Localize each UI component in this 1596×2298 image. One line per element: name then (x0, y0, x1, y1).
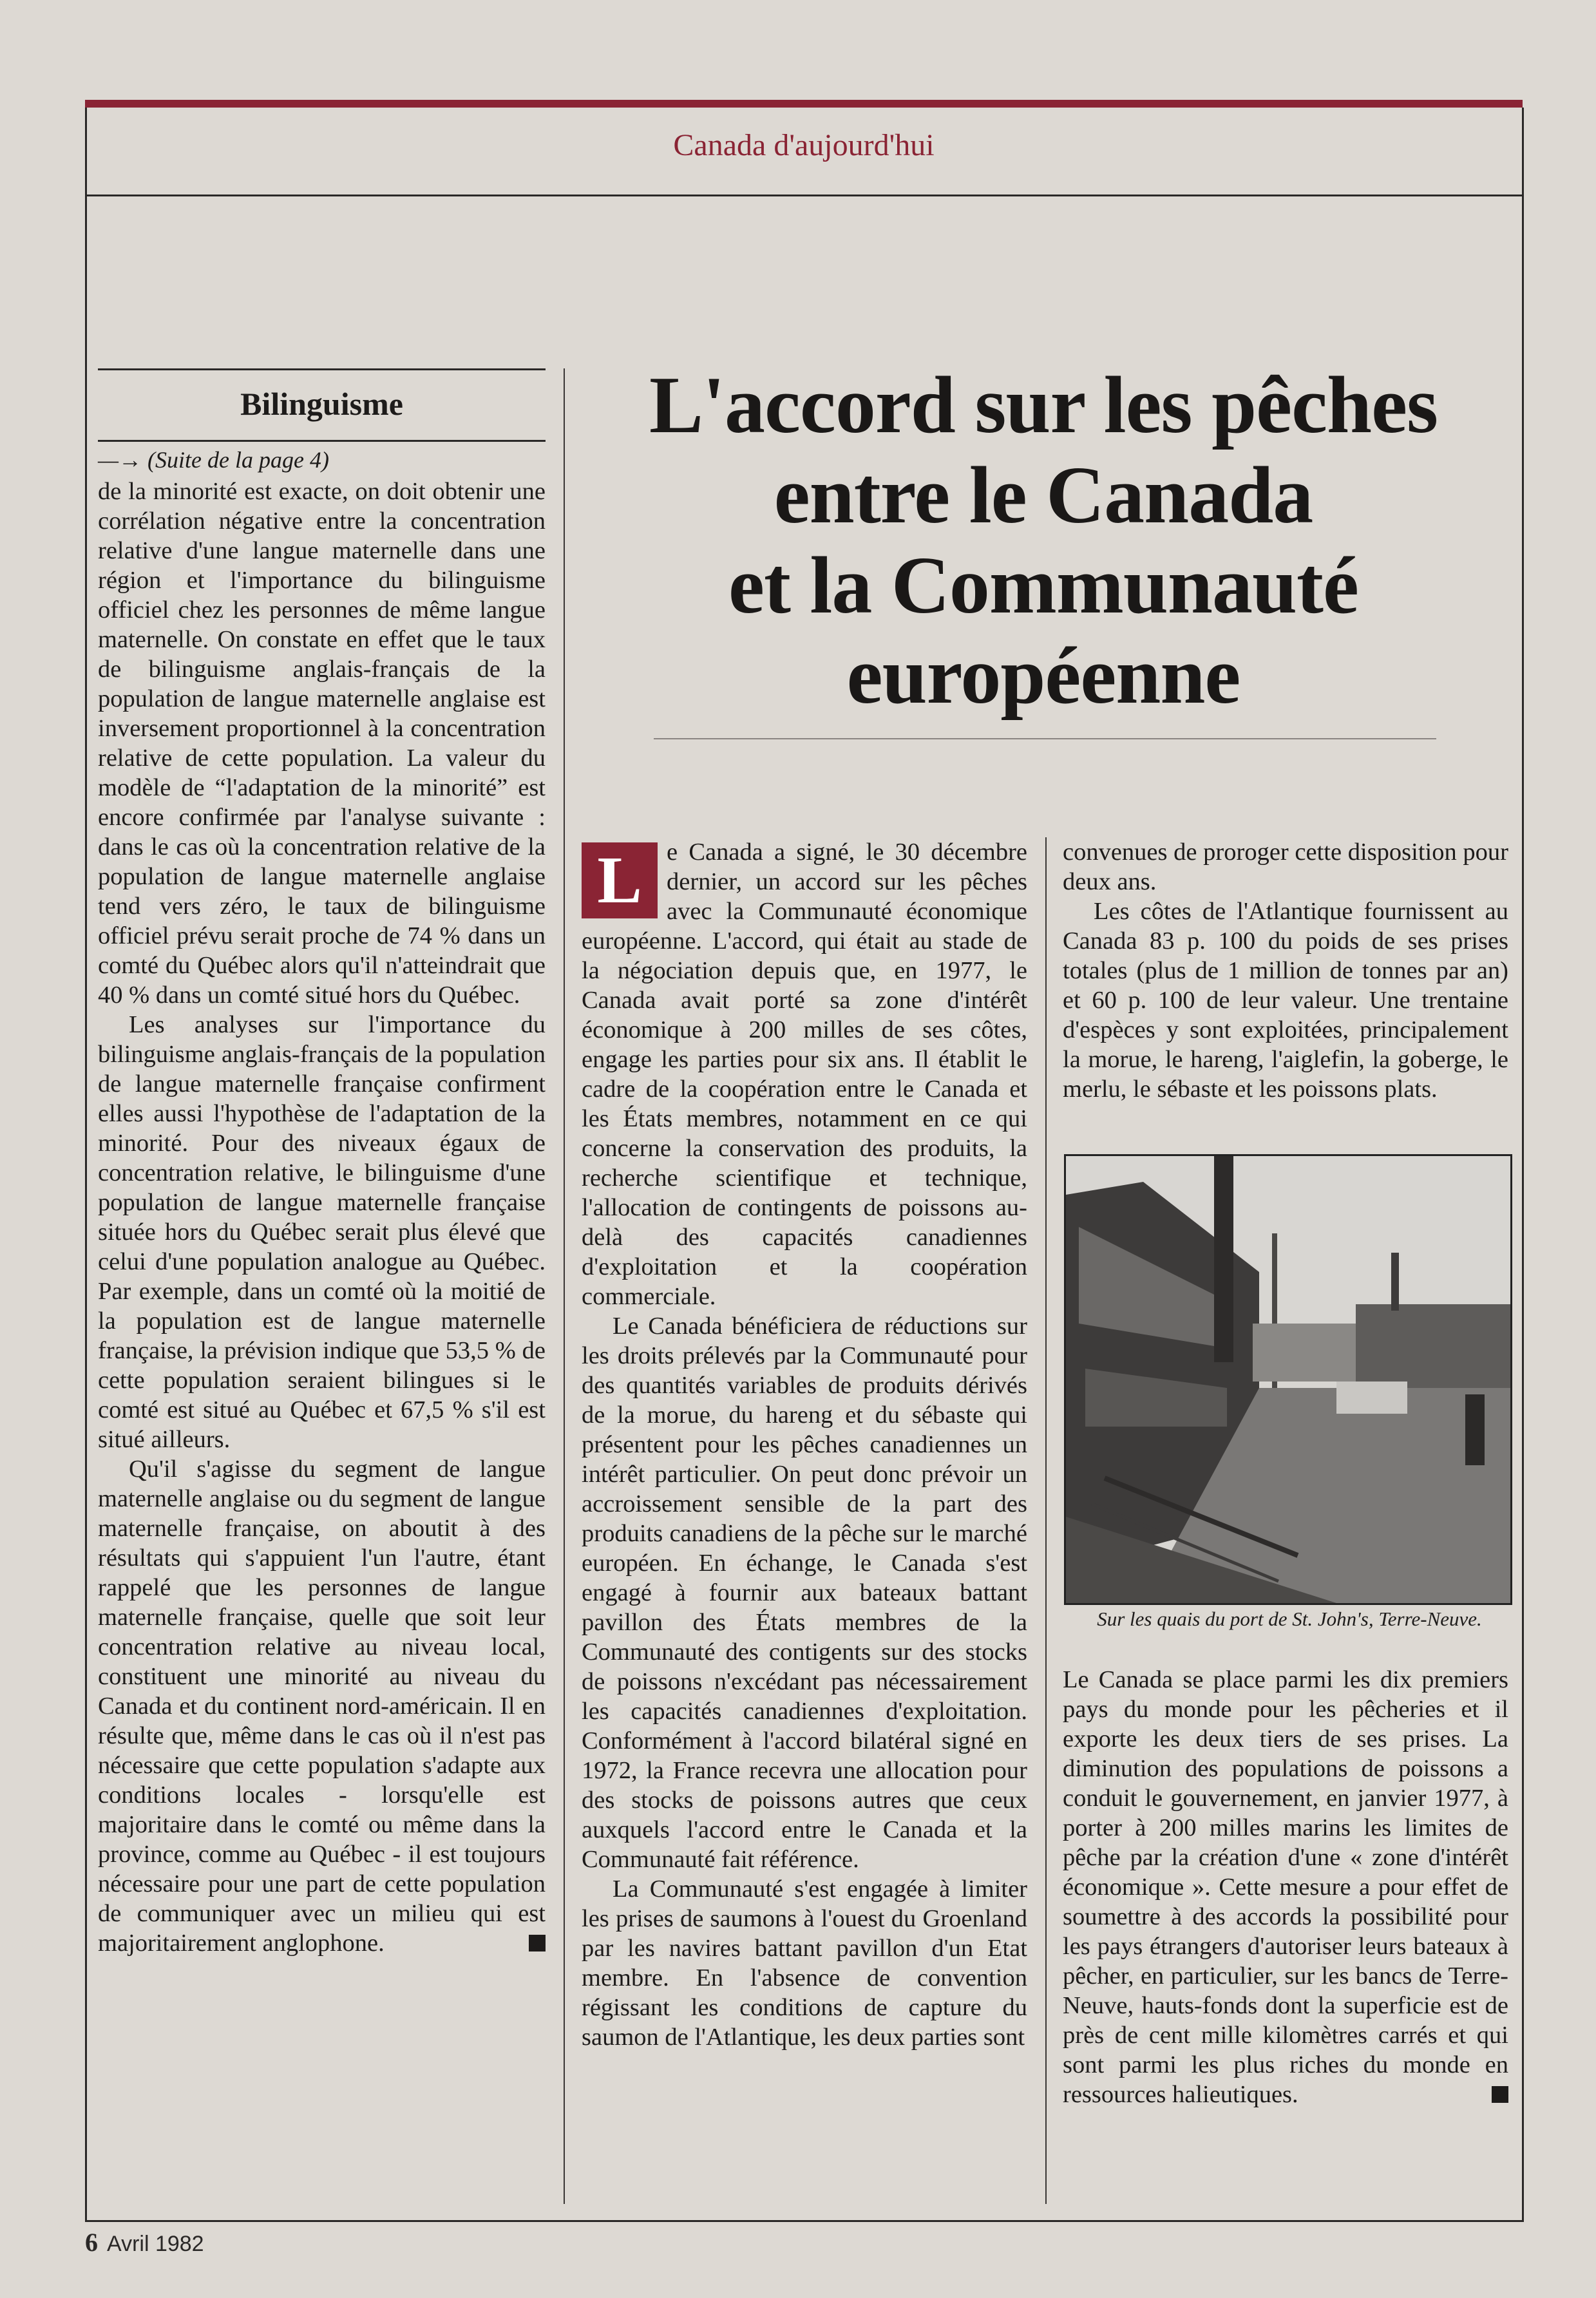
article-paragraph: Les côtes de l'Atlantique fournissent au Canada 83 p. 100 du poids de ses prises totales (plus de 1 million de tonnes par an) et 60 p. 100 de leur valeur. Une trentaine d'espèces y sont exploitées, principalement la morue, le hareng, l'aiglefin, la goberge, le merlu, le sébaste et les poissons plats. (1063, 898, 1508, 1103)
article-paragraph: La Communauté s'est engagée à limiter les prises de saumons à l'ouest du Groenland par les navires battant pavillon d'un Etat membre. En l'absence de convention régissant les conditions de capture du saumon de l'Atlantique, les deux parties sont (582, 1875, 1027, 2051)
sidebar-paragraph: de la minorité est exacte, on doit obtenir une corrélation négative entre la concentration relative d'une langue maternelle dans une région et l'importance du bilinguisme officiel chez les personnes de même langue maternelle. On constate en effet que le taux de bilinguisme anglais-français de la population de langue maternelle anglaise est inversement proportionnel à la concentration relative de cette population. La valeur du modèle de “l'adaptation de la minorité” est encore confirmée par l'analyse suivante : dans le cas où la concentration relative de la population de langue maternelle anglaise tend vers zéro, le taux de bilinguisme officiel prévu serait proche de 74 % dans un comté du Québec alors qu'il n'atteindrait que 40 % dans un comté situé hors du Québec. (98, 478, 546, 1009)
headline-line: et la Communauté (728, 541, 1358, 631)
harbour-photo (1064, 1154, 1512, 1605)
headline-line: L'accord sur les pêches (649, 361, 1438, 450)
page-footer (85, 2227, 204, 2257)
continued-from-note: —→ (Suite de la page 4) (98, 447, 329, 473)
end-mark-icon (1492, 2086, 1508, 2103)
column-divider (1045, 837, 1047, 2204)
article-paragraph: convenues de proroger cette disposition pour deux ans. (1063, 839, 1508, 895)
running-head: Canada d'aujourd'hui (673, 128, 935, 162)
column-divider (564, 368, 565, 2204)
article-paragraph-text: Le Canada se place parmi les dix premiers pays du monde pour les pêcheries et il exporte les deux tiers de ses prises. La diminution des populations de poissons a conduit le gouvernement, en janvier 1977, à porter à 200 milles marins les limites de pêche par la création d'une « zone d'intérêt économique ». Cette mesure a pour effet de soumettre à des accords la possibilité pour les pays étrangers d'autoriser leurs bateaux à pêcher, en particulier, sur les bancs de Terre-Neuve, hauts-fonds dont la superficie est de près de cent mille kilomètres carrés et qui sont parmi les plus riches du monde en ressources halieutiques. (1063, 1666, 1508, 2108)
article-paragraph: Le Canada bénéficiera de réductions sur les droits prélevés par la Communauté pour des quantités variables de produits dérivés de la morue, du hareng et du sébaste qui présentent pour les pêches canadiennes un intérêt particulier. On peut donc prévoir un accroissement sensible de la part des produits canadiens de la pêche sur le marché européen. En échange, le Canada s'est engagé à fournir aux bateaux battant pavillon des États membres de la Communauté des contigents sur des stocks de poissons n'excédant pas nécessairement les capacités canadiennes d'exploitation. Conformément à l'accord bilatéral signé en 1972, la France recevra une allocation pour des stocks de poissons autres que ceux auxquels l'accord entre le Canada et la Communauté fait référence. (582, 1313, 1027, 1873)
harbour-photo-illustration (1066, 1156, 1510, 1603)
sidebar-paragraph: Les analyses sur l'importance du bilinguisme anglais-français de la population de langue maternelle française confirment elles aussi l'hypothèse de l'adaptation de la minorité. Pour des niveaux égaux de concentration relative, le bilinguisme d'une population de langue maternelle française située hors du Québec serait plus élevé que celui d'une population analogue au Québec. Par exemple, dans un comté où la moitié de la population est de langue maternelle française, la prévision indique que 53,5 % de cette population seraient bilingues si le comté est situé au Québec et 67,5 % s'il est situé ailleurs. (98, 1011, 546, 1453)
article-column-2-bottom (1063, 1665, 1508, 2109)
top-color-bar (85, 100, 1523, 108)
photo-caption: Sur les quais du port de St. John's, Terre-Neuve. (1097, 1608, 1482, 1630)
article-paragraph-text: e Canada a signé, le 30 décembre dernier, un accord sur les pêches avec la Communauté économique européenne. L'accord, qui était au stade de la négociation depuis que, en 1977, le Canada avait porté sa zone d'intérêt économique à 200 milles de ses côtes, engage les parties pour six ans. Il établit le cadre de la coopération entre le Canada et les États membres, notamment en ce qui concerne la conservation des produits, la recherche scientifique et technique, l'allocation de contingents de poissons au-delà des capacités canadiennes d'exploitation et la coopération commerciale. (582, 839, 1027, 1310)
drop-cap: L (582, 842, 658, 918)
article-column-2-top (1063, 837, 1508, 1104)
sidebar-title: Bilinguisme (240, 386, 403, 422)
sidebar-title-rule-top (98, 368, 546, 370)
headline-rule (654, 738, 1436, 739)
article-column-1 (582, 837, 1027, 2052)
end-mark-icon (529, 1935, 546, 1951)
page-number: 6 (85, 2228, 98, 2257)
header-rule (85, 195, 1523, 196)
article-paragraph (582, 837, 1027, 1311)
article-paragraph (1063, 1665, 1508, 2109)
sidebar-title-rule-bottom (98, 440, 546, 442)
issue-date: Avril 1982 (107, 2232, 204, 2256)
headline-line: européenne (846, 631, 1240, 721)
headline-line: entre le Canada (774, 451, 1313, 540)
article-headline (618, 361, 1468, 721)
sidebar-paragraph (98, 1454, 546, 1958)
sidebar-body (98, 477, 546, 1958)
sidebar-paragraph-text: Qu'il s'agisse du segment de langue maternelle anglaise ou du segment de langue maternelle française, on aboutit à des résultats qui s'appuient l'un l'autre, étant rappelé que les personnes de langue maternelle française, quelle que soit leur concentration relative au niveau local, constituent une minorité au niveau du Canada et du continent nord-américain. Il en résulte que, même dans le cas où il n'est pas nécessaire que cette population s'adapte aux conditions locales - lorsqu'elle est majoritaire dans le comté ou même dans la province, comme au Québec - il est toujours nécessaire pour une part de cette population de communiquer avec un milieu qui est majoritairement anglophone. (98, 1456, 546, 1957)
